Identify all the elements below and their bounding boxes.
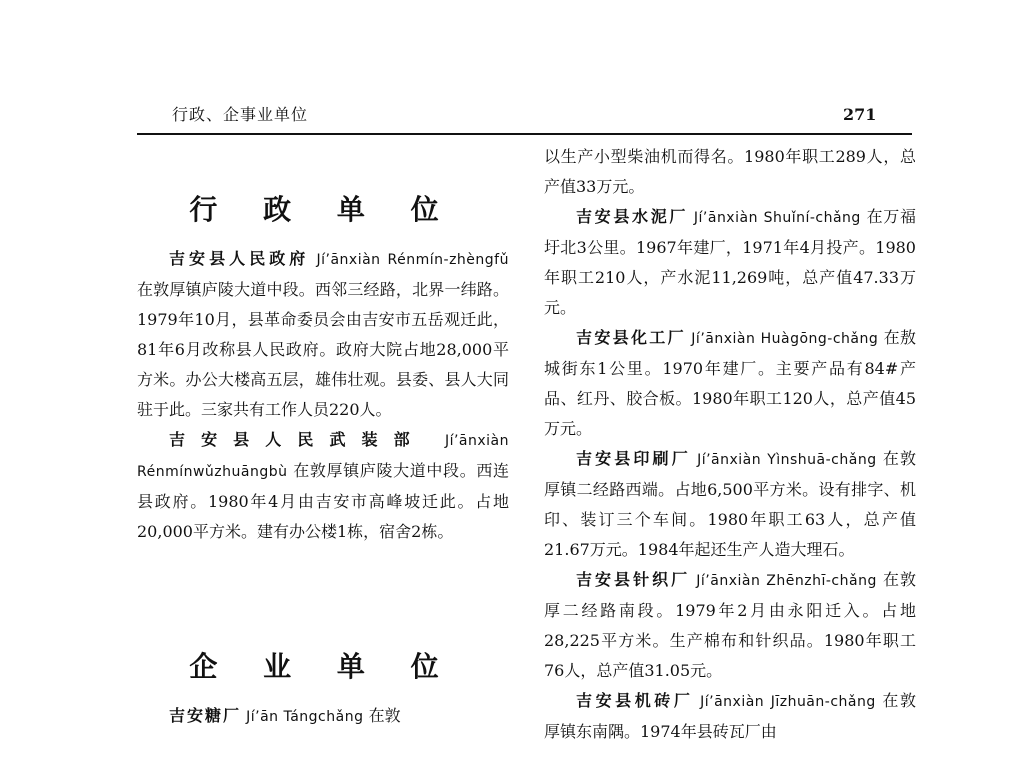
section-gap <box>137 547 509 595</box>
page-number: 271 <box>843 105 877 124</box>
entry-text: 在敦厚镇庐陵大道中段。西连县政府。1980年4月由吉安市高峰坡迁此。占地20,000平方米。建有办公楼1栋，宿舍2栋。 <box>137 461 509 541</box>
entry-brick-factory <box>544 686 916 747</box>
right-column <box>544 142 916 747</box>
entry-chemical-factory <box>544 323 916 444</box>
entry-pinyin: Jí’ānxiàn Yìnshuā-chǎng <box>697 452 877 468</box>
entry-cement-factory <box>544 202 916 323</box>
left-column <box>137 142 509 732</box>
entry-name: 吉安县针织厂 <box>576 570 691 589</box>
entry-armed-forces-department <box>137 425 509 547</box>
entry-text: 在万福圩北3公里。1967年建厂，1971年4月投产。1980年职工210人，产水泥11,269吨，总产值47.33万元。 <box>544 207 916 317</box>
entry-pinyin: Jí’ānxiàn Huàgōng-chǎng <box>691 331 879 347</box>
entry-pinyin: Jí’ānxiàn Rénmínwǔzhuāngbù <box>137 433 509 480</box>
entry-name: 吉安县水泥厂 <box>576 207 689 226</box>
entry-text: 在敖城街东1公里。1970年建厂。主要产品有84#产品、红丹、胶合板。1980年职工120人，总产值45万元。 <box>544 328 916 438</box>
entry-name: 吉安糖厂 <box>169 706 242 725</box>
entry-sugar-factory <box>137 701 509 732</box>
entry-name: 吉安县化工厂 <box>576 328 686 347</box>
entry-printing-factory <box>544 444 916 565</box>
entry-pinyin: Jí’ān Tángchǎng <box>246 709 364 725</box>
header-rule <box>137 133 912 135</box>
section-title-administrative: 行 政 单 位 <box>189 193 457 226</box>
running-head: 行政、企事业单位 <box>172 105 309 124</box>
entry-pinyin: Jí’ānxiàn Rénmín-zhèngfǔ <box>316 252 509 268</box>
entry-name: 吉安县人民政府 <box>169 249 310 268</box>
entry-pinyin: Jí’ānxiàn Zhēnzhī-chǎng <box>696 573 877 589</box>
entry-county-government <box>137 244 509 425</box>
continued-text: 以生产小型柴油机而得名。1980年职工289人，总产值33万元。 <box>544 147 916 196</box>
entry-text: 在敦厚镇庐陵大道中段。西邻三经路，北界一纬路。1979年10月，县革命委员会由吉安市五岳观迁此，81年6月改称县人民政府。政府大院占地28,000平方米。办公大楼高五层，雄伟壮观。县委、县人大同驻于此。三家共有工作人员220人。 <box>137 280 509 419</box>
entry-name: 吉安县人民武装部 <box>169 430 426 449</box>
entry-text: 在敦 <box>368 706 401 725</box>
entry-text: 在敦厚镇二经路西端。占地6,500平方米。设有排字、机印、装订三个车间。1980年职工63人，总产值21.67万元。1984年起还生产人造大理石。 <box>544 449 916 559</box>
entry-knitting-factory <box>544 565 916 686</box>
entry-pinyin: Jí’ānxiàn Shuǐní-chǎng <box>693 210 861 226</box>
entry-name: 吉安县印刷厂 <box>576 449 691 468</box>
entry-pinyin: Jí’ānxiàn Jīzhuān-chǎng <box>700 694 876 710</box>
entry-text: 在敦厚二经路南段。1979年2月由永阳迁入。占地28,225平方米。生产棉布和针织品。1980年职工76人，总产值31.05元。 <box>544 570 916 680</box>
section-title-enterprise: 企 业 单 位 <box>189 650 457 683</box>
entry-text: 在敦厚镇东南隅。1974年县砖瓦厂由 <box>544 691 916 741</box>
entry-name: 吉安县机砖厂 <box>576 691 694 710</box>
